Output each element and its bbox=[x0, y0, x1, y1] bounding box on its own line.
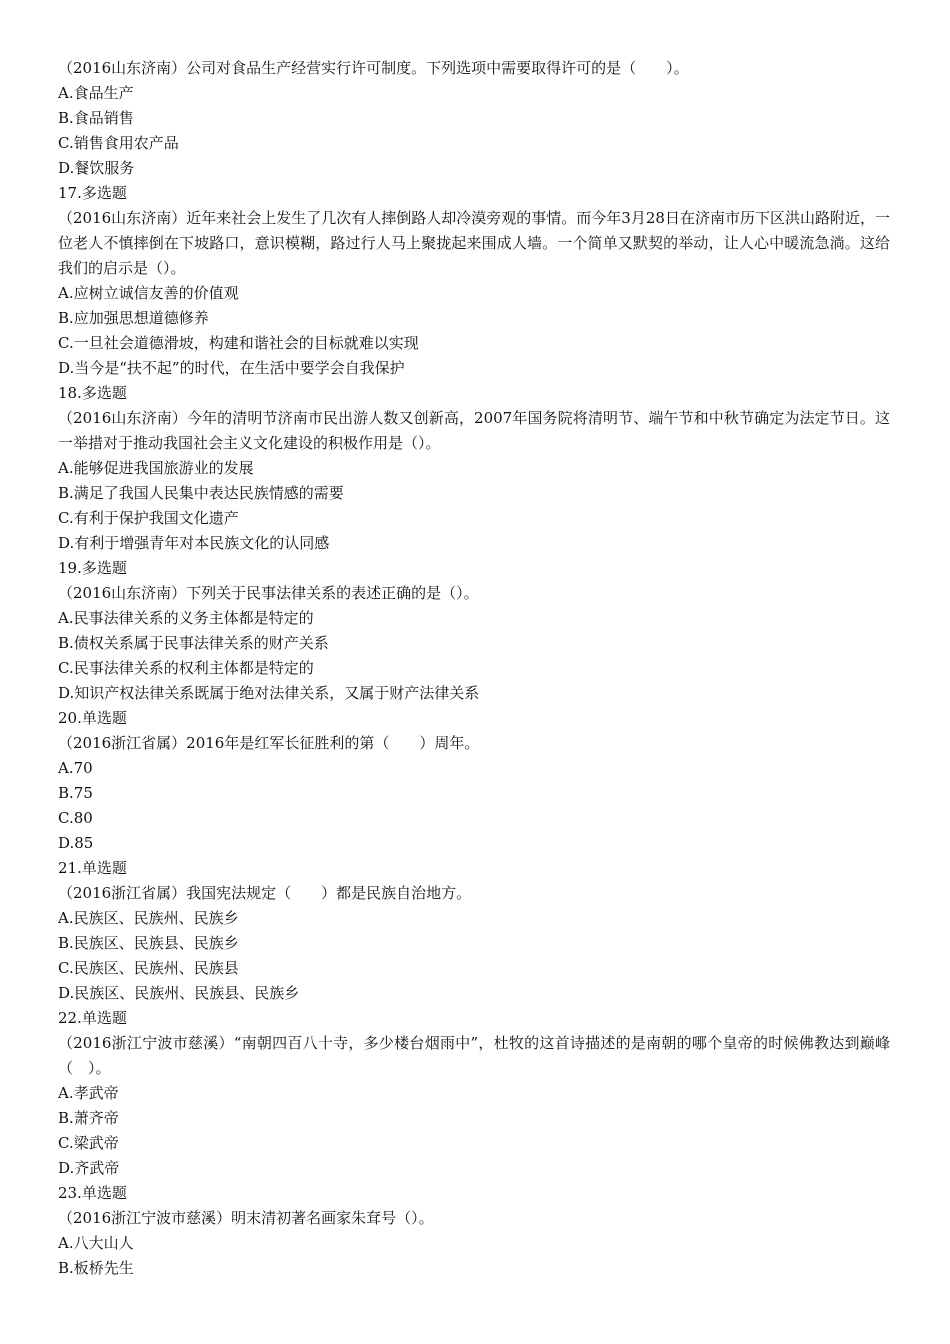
question-block bbox=[58, 856, 890, 1006]
option-a: A.八大山人 bbox=[58, 1234, 134, 1252]
question-header: 17.多选题 bbox=[58, 184, 127, 202]
question-block bbox=[58, 381, 890, 556]
option-c: C.销售食用农产品 bbox=[58, 134, 179, 152]
question-header: 21.单选题 bbox=[58, 859, 127, 877]
option-a: A.能够促进我国旅游业的发展 bbox=[58, 459, 254, 477]
question-block bbox=[58, 181, 890, 381]
option-b: B.债权关系属于民事法律关系的财产关系 bbox=[58, 634, 329, 652]
option-c: C.民族区、民族州、民族县 bbox=[58, 959, 239, 977]
option-c: C.80 bbox=[58, 809, 93, 827]
question-block bbox=[58, 1006, 890, 1181]
option-a: A.70 bbox=[58, 759, 93, 777]
option-d: D.餐饮服务 bbox=[58, 159, 135, 177]
option-d: D.民族区、民族州、民族县、民族乡 bbox=[58, 984, 300, 1002]
question-header: 18.多选题 bbox=[58, 384, 127, 402]
question-header: 22.单选题 bbox=[58, 1009, 127, 1027]
exam-page bbox=[58, 56, 890, 1281]
option-a: A.应树立诚信友善的价值观 bbox=[58, 284, 239, 302]
option-b: B.板桥先生 bbox=[58, 1259, 134, 1277]
option-b: B.食品销售 bbox=[58, 109, 134, 127]
question-stem: （2016山东济南）近年来社会上发生了几次有人摔倒路人却冷漠旁观的事情。而今年3月28日在济南市历下区洪山路附近，一位老人不慎摔倒在下坡路口，意识模糊，路过行人马上聚拢起来围成人墙。一个简单又默契的举动，让人心中暖流急淌。这给我们的启示是（）。 bbox=[58, 209, 890, 277]
option-b: B.民族区、民族县、民族乡 bbox=[58, 934, 239, 952]
question-block bbox=[58, 1181, 890, 1281]
option-c: C.一旦社会道德滑坡，构建和谐社会的目标就难以实现 bbox=[58, 334, 419, 352]
option-c: C.民事法律关系的权利主体都是特定的 bbox=[58, 659, 314, 677]
option-a: A.孝武帝 bbox=[58, 1084, 119, 1102]
option-a: A.民族区、民族州、民族乡 bbox=[58, 909, 239, 927]
option-b: B.满足了我国人民集中表达民族情感的需要 bbox=[58, 484, 344, 502]
option-d: D.当今是“扶不起”的时代，在生活中要学会自我保护 bbox=[58, 359, 405, 377]
option-b: B.应加强思想道德修养 bbox=[58, 309, 209, 327]
question-stem: （2016山东济南）下列关于民事法律关系的表述正确的是（）。 bbox=[58, 584, 479, 602]
option-b: B.萧齐帝 bbox=[58, 1109, 119, 1127]
question-header: 19.多选题 bbox=[58, 559, 127, 577]
question-stem: （2016浙江省属）我国宪法规定（ ）都是民族自治地方。 bbox=[58, 884, 472, 902]
question-header: 23.单选题 bbox=[58, 1184, 127, 1202]
question-stem: （2016浙江宁波市慈溪）明末清初著名画家朱耷号（）。 bbox=[58, 1209, 434, 1227]
option-c: C.梁武帝 bbox=[58, 1134, 119, 1152]
question-stem: （2016山东济南）今年的清明节济南市民出游人数又创新高，2007年国务院将清明节、端午节和中秋节确定为法定节日。这一举措对于推动我国社会主义文化建设的积极作用是（）。 bbox=[58, 409, 890, 452]
option-a: A.民事法律关系的义务主体都是特定的 bbox=[58, 609, 314, 627]
option-a: A.食品生产 bbox=[58, 84, 134, 102]
question-block bbox=[58, 56, 890, 181]
question-block bbox=[58, 556, 890, 706]
option-b: B.75 bbox=[58, 784, 93, 802]
question-header: 20.单选题 bbox=[58, 709, 127, 727]
option-d: D.知识产权法律关系既属于绝对法律关系，又属于财产法律关系 bbox=[58, 684, 480, 702]
option-d: D.有利于增强青年对本民族文化的认同感 bbox=[58, 534, 330, 552]
question-stem: （2016山东济南）公司对食品生产经营实行许可制度。下列选项中需要取得许可的是（ ）。 bbox=[58, 59, 689, 77]
option-c: C.有利于保护我国文化遗产 bbox=[58, 509, 239, 527]
option-d: D.齐武帝 bbox=[58, 1159, 120, 1177]
question-stem: （2016浙江省属）2016年是红军长征胜利的第（ ）周年。 bbox=[58, 734, 480, 752]
option-d: D.85 bbox=[58, 834, 94, 852]
question-block bbox=[58, 706, 890, 856]
question-stem: （2016浙江宁波市慈溪）“南朝四百八十寺，多少楼台烟雨中”，杜牧的这首诗描述的是南朝的哪个皇帝的时候佛教达到巅峰（ ）。 bbox=[58, 1034, 890, 1077]
